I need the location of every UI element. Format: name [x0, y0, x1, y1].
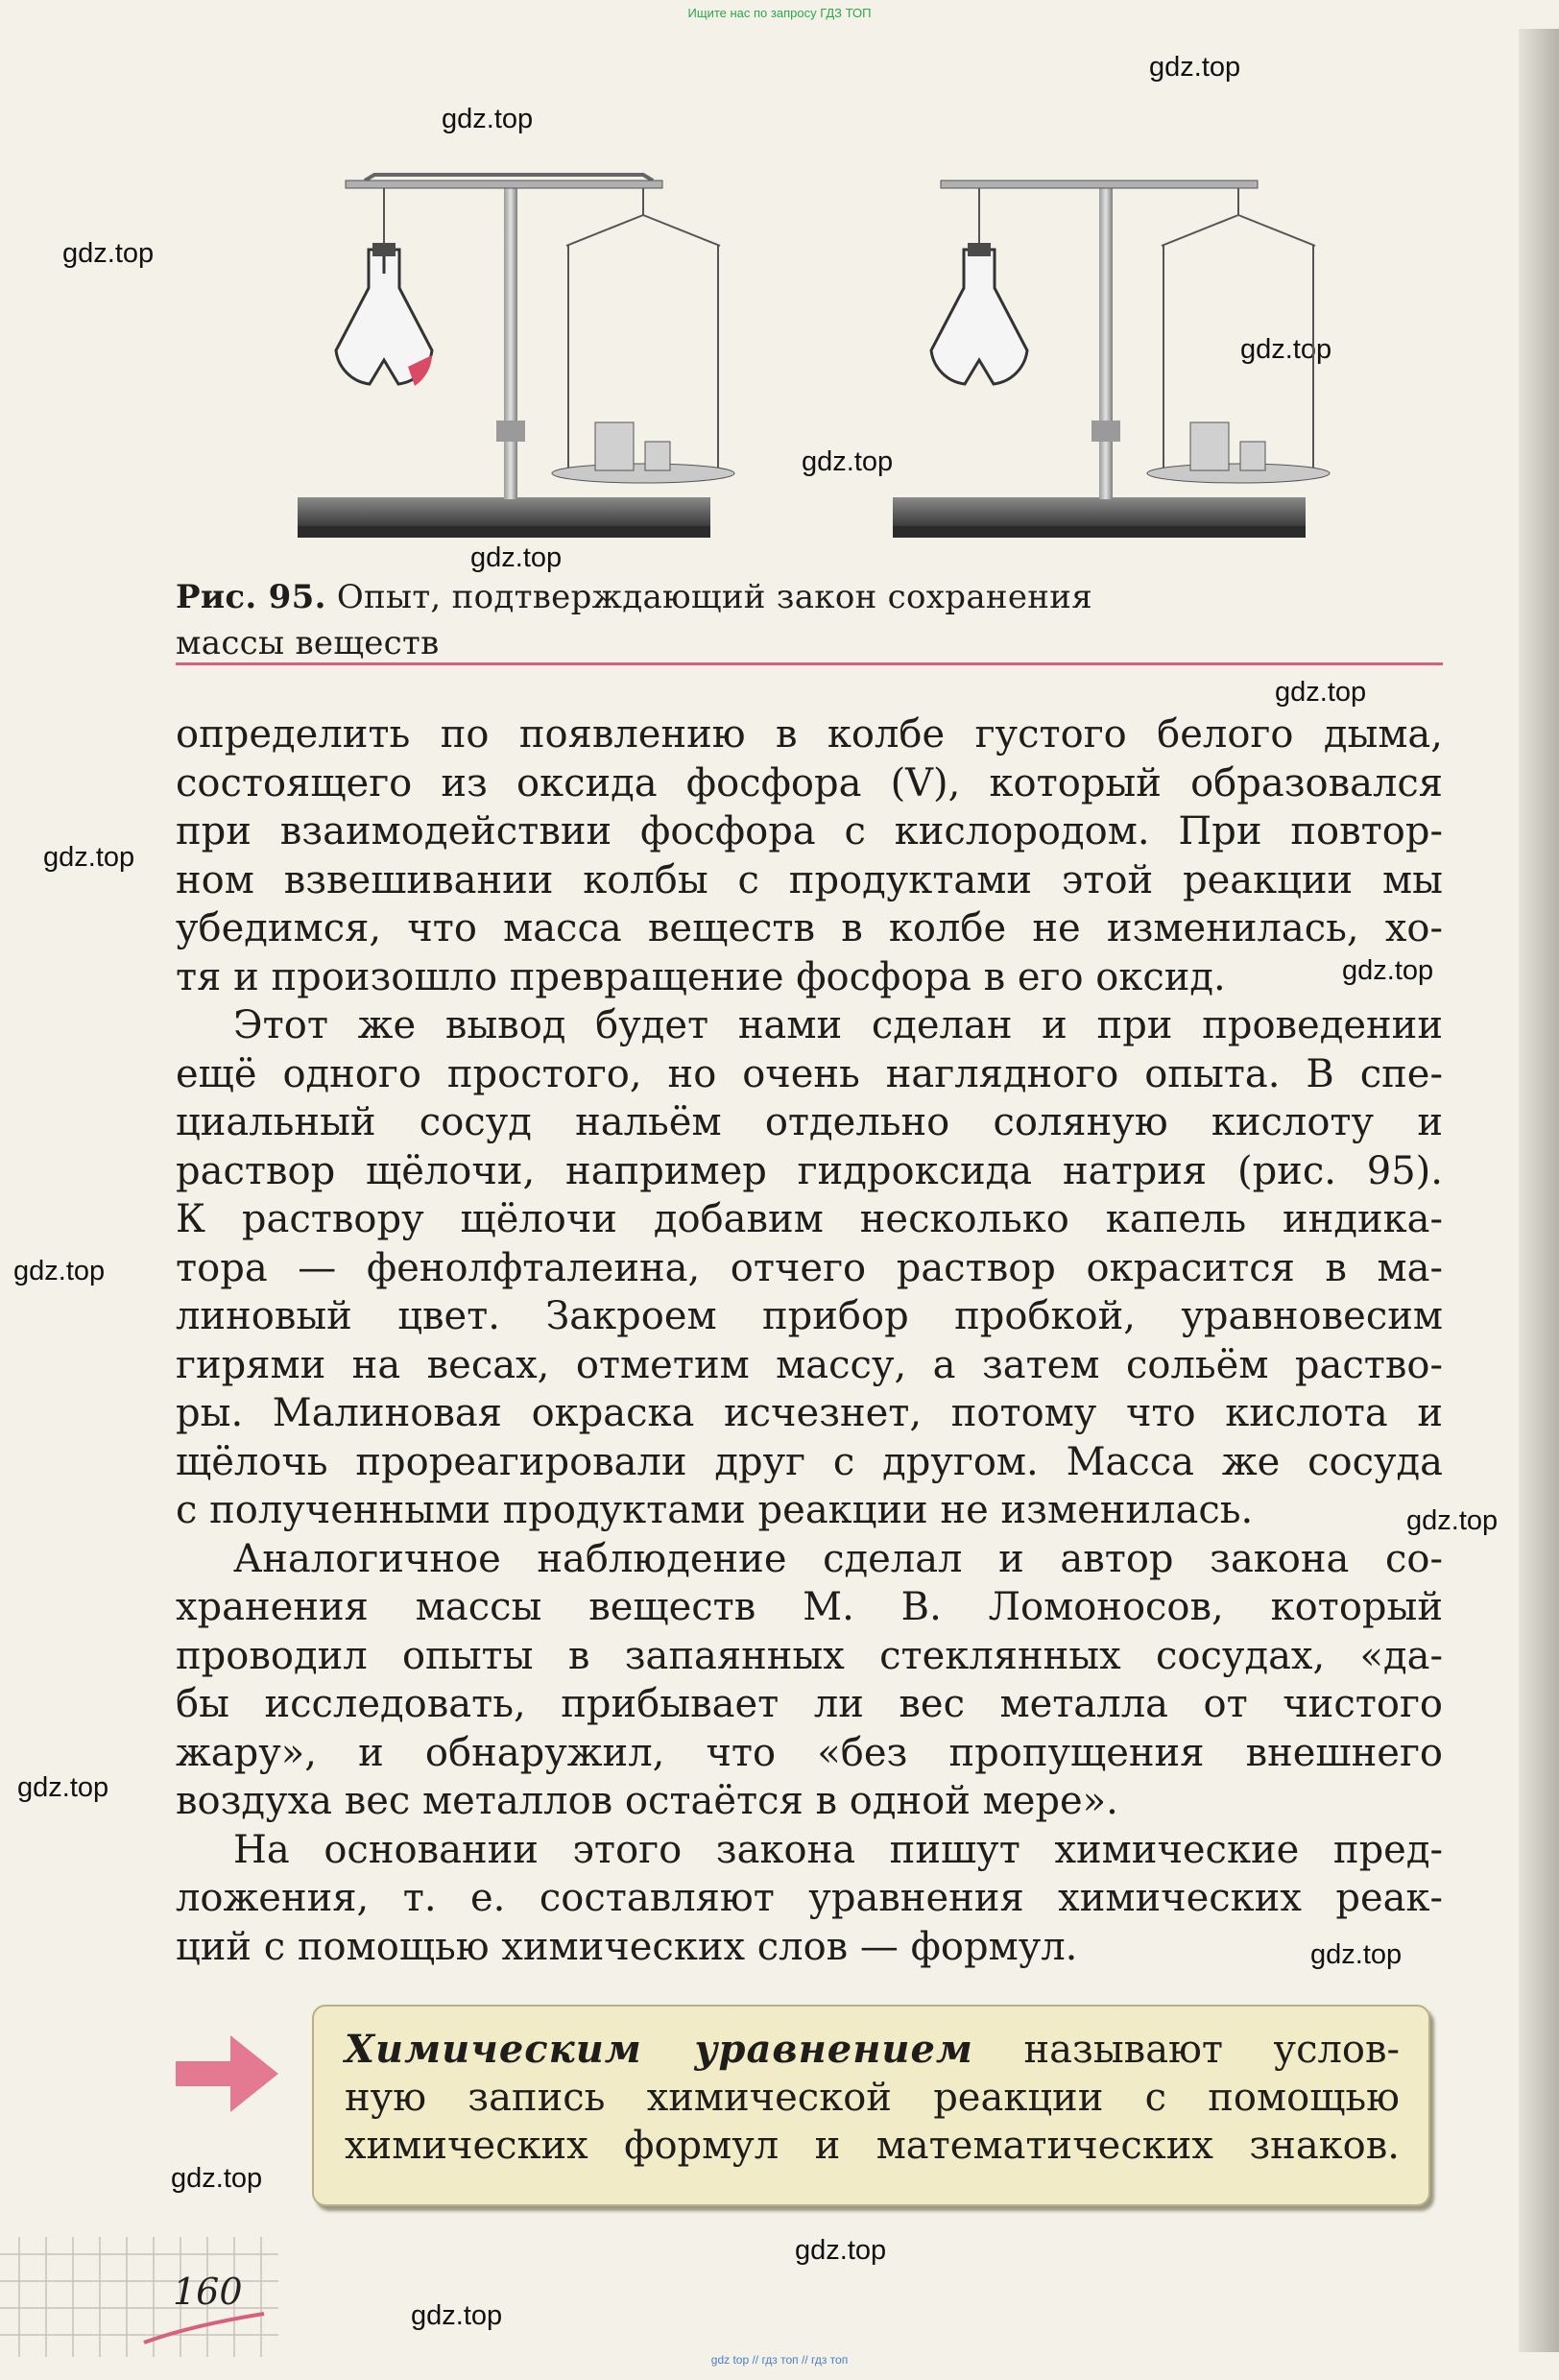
caption-text-2: массы веществ: [176, 624, 440, 662]
text-line: хранения массы веществ М. В. Ломоносов, который: [176, 1585, 1443, 1629]
text-line: убедимся, что масса веществ в колбе не изменилась, хо-: [176, 906, 1443, 950]
watermark: gdz.top: [1310, 1939, 1403, 1970]
definition-line-1-rest: называют услов-: [1023, 2028, 1400, 2072]
definition-term: Химическим уравнением: [345, 2027, 973, 2072]
watermark: gdz.top: [1342, 955, 1434, 986]
watermark: gdz.top: [1240, 334, 1332, 365]
definition-line: химических формул и математических знаков.: [345, 2124, 1400, 2168]
caption-divider: [176, 662, 1443, 665]
figure-caption: [176, 574, 1443, 666]
text-line: ций с помощью химических слов — формул.: [176, 1924, 1078, 1969]
watermark: gdz.top: [411, 2300, 503, 2331]
text-line: щёлочь прореагировали друг с другом. Масса же сосуда: [176, 1439, 1443, 1484]
watermark: gdz.top: [1149, 52, 1241, 83]
watermark: gdz.top: [43, 842, 135, 873]
book-spine-shadow: [1519, 29, 1559, 2352]
text-line: тя и произошло превращение фосфора в его оксид.: [176, 954, 1226, 999]
text-line: Этот же вывод будет нами сделан и при проведении: [233, 1003, 1443, 1047]
text-line: с полученными продуктами реакции не изменилась.: [176, 1488, 1254, 1532]
text-line: определить по появлению в колбе густого белого дыма,: [176, 712, 1443, 757]
watermark: gdz.top: [1406, 1505, 1499, 1536]
text-line: состоящего из оксида фосфора (V), который образовался: [176, 760, 1443, 805]
text-line: раствор щёлочи, например гидроксида натрия (рис. 95).: [176, 1148, 1443, 1193]
bottom-banner[interactable]: gdz top // гдз топ // гдз топ: [710, 2353, 849, 2367]
text-line: воздуха вес металлов остаётся в одной мере».: [176, 1779, 1118, 1823]
text-line: при взаимодействии фосфора с кислородом. При повтор-: [176, 809, 1443, 853]
text-line: жару», и обнаружил, что «без пропущения внешнего: [176, 1730, 1443, 1775]
arrow-right-icon: [171, 2031, 286, 2117]
definition-line: [345, 2026, 1400, 2074]
caption-label: Рис. 95.: [176, 578, 326, 616]
top-banner[interactable]: Ищите нас по запросу ГДЗ ТОП: [687, 6, 872, 20]
text-line: бы исследовать, прибывает ли вес металла от чистого: [176, 1682, 1443, 1726]
text-line: проводил опыты в запаянных стеклянных сосудах, «да-: [176, 1633, 1443, 1678]
page-number: 160: [173, 2271, 243, 2313]
text-line: ещё одного простого, но очень наглядного опыта. В спе-: [176, 1051, 1443, 1096]
watermark: gdz.top: [62, 238, 155, 269]
left-balance: [298, 175, 734, 538]
watermark: gdz.top: [795, 2235, 887, 2266]
text-line: тора — фенолфталеина, отчего раствор окрасится в ма-: [176, 1245, 1443, 1290]
definition-line: ную запись химической реакции с помощью: [345, 2076, 1400, 2120]
watermark: gdz.top: [1275, 677, 1367, 708]
text-line: Аналогичное наблюдение сделал и автор закона со-: [233, 1536, 1443, 1581]
text-line: линовый цвет. Закроем прибор пробкой, уравновесим: [176, 1294, 1443, 1338]
balance-scales-figure: [288, 154, 1440, 557]
caption-text: Опыт, подтверждающий закон сохранения: [336, 578, 1092, 616]
text-line: На основании этого закона пишут химические пред-: [233, 1827, 1443, 1872]
text-line: циальный сосуд нальём отдельно соляную кислоту и: [176, 1100, 1443, 1144]
right-balance: [893, 180, 1330, 538]
text-line: гирями на весах, отметим массу, а затем сольём раство-: [176, 1342, 1443, 1387]
definition-box: [312, 2005, 1430, 2206]
watermark: gdz.top: [470, 542, 563, 573]
text-line: ры. Малиновая окраска исчезнет, потому что кислота и: [176, 1391, 1443, 1435]
body-text: [176, 710, 1443, 1971]
watermark: gdz.top: [13, 1256, 106, 1286]
text-line: К раствору щёлочи добавим несколько капель индика-: [176, 1197, 1443, 1241]
text-line: ложения, т. е. составляют уравнения химических реак-: [176, 1876, 1443, 1920]
watermark: gdz.top: [802, 446, 894, 477]
watermark: gdz.top: [442, 104, 534, 134]
text-line: ном взвешивании колбы с продуктами этой реакции мы: [176, 857, 1443, 902]
watermark: gdz.top: [171, 2163, 263, 2194]
watermark: gdz.top: [17, 1772, 109, 1803]
